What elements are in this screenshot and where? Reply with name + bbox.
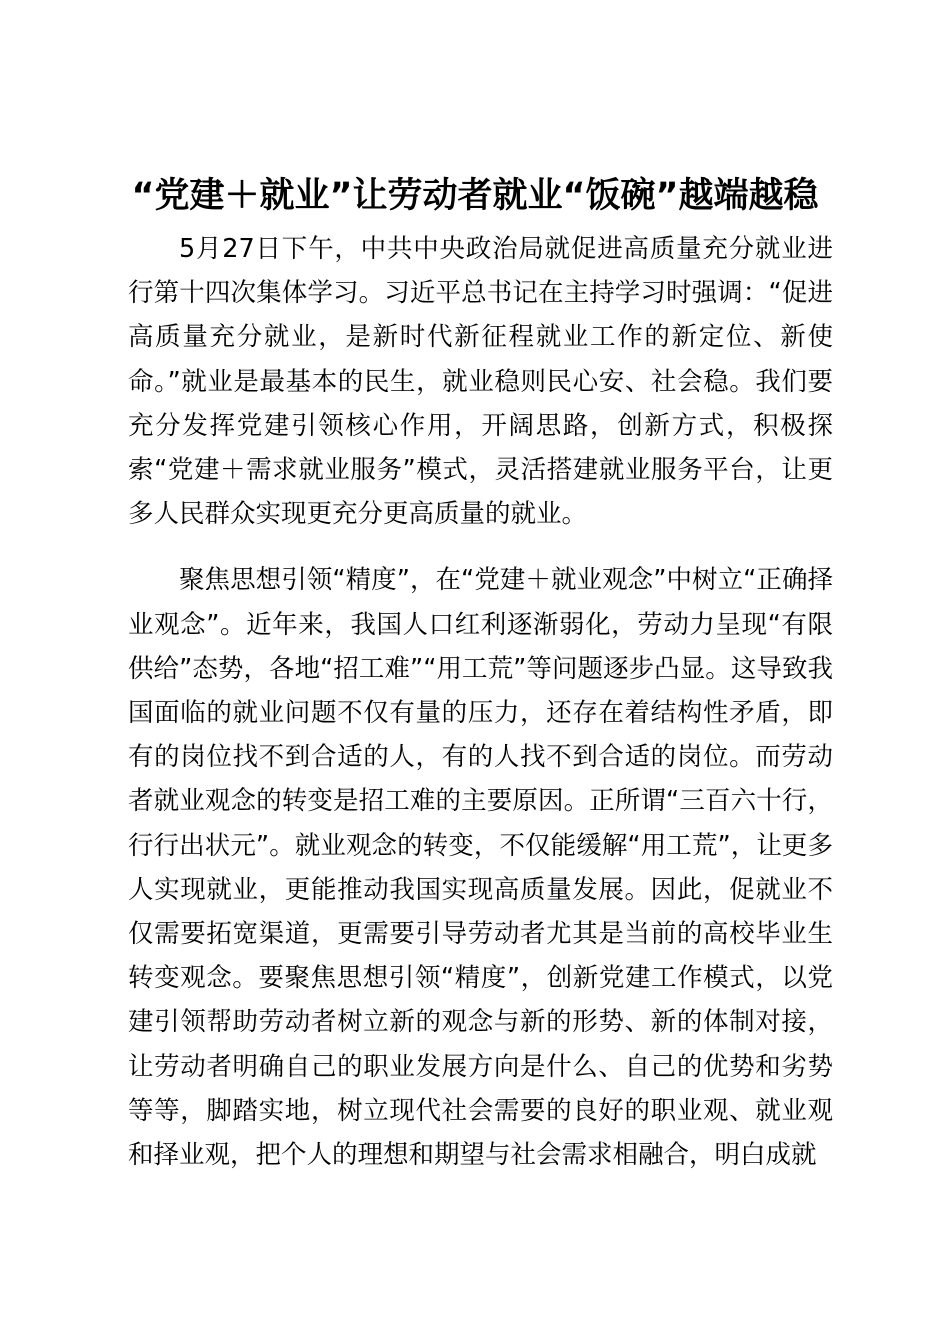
paragraph-2: 聚焦思想引领“精度”，在“党建＋就业观念”中树立“正确择业观念”。近年来，我国人口红利逐渐弱化，劳动力呈现“有限供给”态势，各地“招工难”“用工荒”等问题逐步凸显。这导致我国面临的就业问题不仅有量的压力，还存在着结构性矛盾，即有的岗位找不到合适的人，有的人找不到合适的岗位。而劳动者就业观念的转变是招工难的主要原因。正所谓“三百六十行，行行出状元”。就业观念的转变，不仅能缓解“用工荒”，让更多人实现就业，更能推动我国实现高质量发展。因此，促就业不仅需要拓宽渠道，更需要引导劳动者尤其是当前的高校毕业生转变观念。要聚焦思想引领“精度”，创新党建工作模式，以党建引领帮助劳动者树立新的观念与新的形势、新的体制对接，让劳动者明确自己的职业发展方向是什么、自己的优势和劣势等等，脚踏实地，树立现代社会需要的良好的职业观、就业观和择业观，把个人的理想和期望与社会需求相融合，明白成就 (128, 565, 833, 1171)
article-body (128, 227, 833, 1177)
article-title: “党建＋就业”让劳动者就业“饭碗”越端越稳 (131, 176, 819, 216)
paragraph-1: 5月27日下午，中共中央政治局就促进高质量充分就业进行第十四次集体学习。习近平总书记在主持学习时强调：“促进高质量充分就业，是新时代新征程就业工作的新定位、新使命。”就业是最基本的民生，就业稳则民心安、社会稳。我们要充分发挥党建引领核心作用，开阔思路，创新方式，积极探索“党建＋需求就业服务”模式，灵活搭建就业服务平台，让更多人民群众实现更充分更高质量的就业。 (128, 234, 833, 530)
